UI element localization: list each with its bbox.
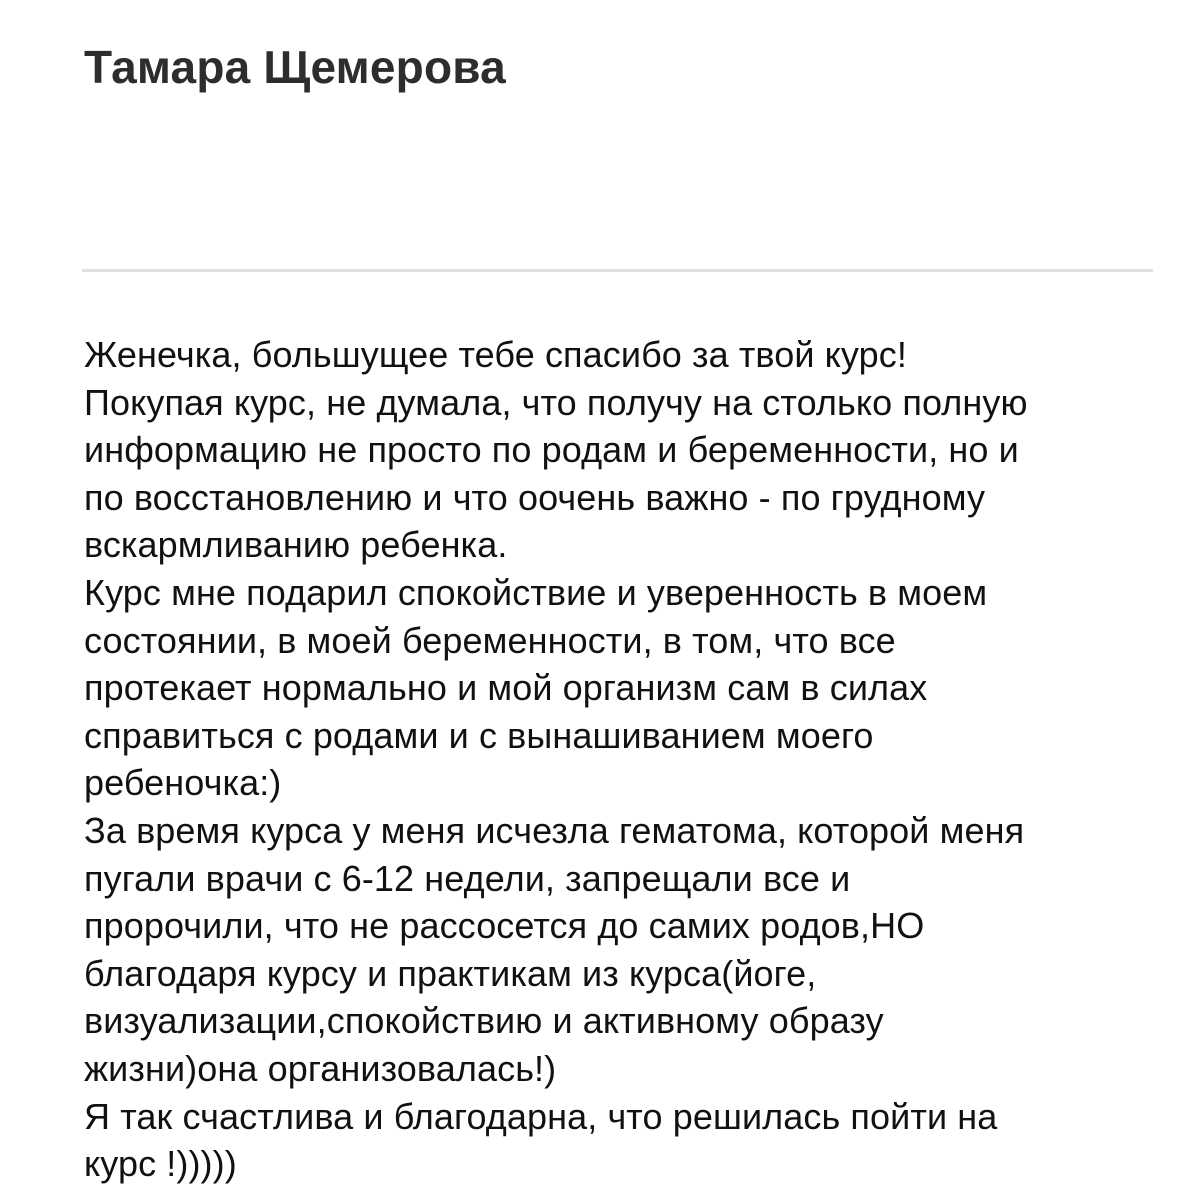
review-line: визуализации,спокойствию и активному образу xyxy=(84,1000,884,1042)
review-text xyxy=(84,331,1164,1188)
review-line: Курс мне подарил спокойствие и уверенность в моем xyxy=(84,571,988,613)
review-line: информацию не просто по родам и беременности, но и xyxy=(84,429,1019,471)
divider xyxy=(82,269,1153,272)
review-line: по восстановлению и что оочень важно - по грудному xyxy=(84,476,986,518)
review-line: Покупая курс, не думала, что получу на столько полную xyxy=(84,381,1028,423)
review-line: пророчили, что не рассосется до самих родов,НО xyxy=(84,905,925,947)
review-line: состоянии, в моей беременности, в том, что все xyxy=(84,619,896,661)
page-title: Тамара Щемерова xyxy=(84,40,506,93)
review-line: За время курса у меня исчезла гематома, которой меня xyxy=(84,809,1025,851)
review-line: пугали врачи с 6-12 недели, запрещали все и xyxy=(84,857,851,899)
review-line: справиться с родами и с вынашиванием моего xyxy=(84,714,874,756)
review-line: протекает нормально и мой организм сам в силах xyxy=(84,667,928,709)
review-line: курс !))))) xyxy=(84,1143,237,1185)
review-line: ребеночка:) xyxy=(84,762,282,804)
review-line: жизни)она организовалась!) xyxy=(84,1047,557,1089)
review-line: Я так счастлива и благодарна, что решилась пойти на xyxy=(84,1095,998,1137)
review-line: вскармливанию ребенка. xyxy=(84,524,508,566)
review-line: Женечка, большущее тебе спасибо за твой курс! xyxy=(84,334,907,375)
review-line: благодаря курсу и практикам из курса(йоге, xyxy=(84,952,817,994)
